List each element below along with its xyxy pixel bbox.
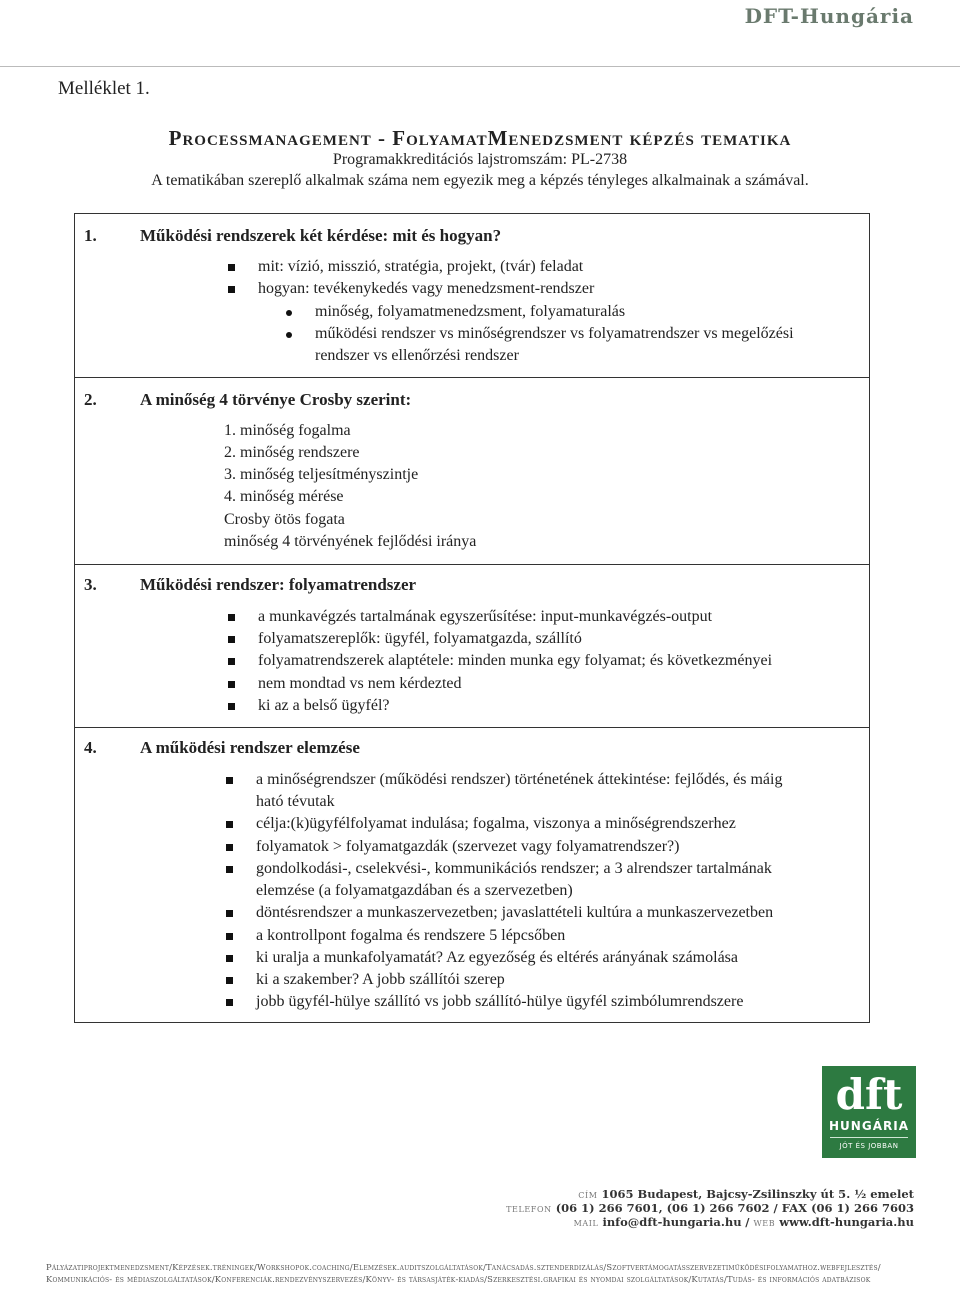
section-number: 2. — [84, 390, 97, 409]
square-bullet-icon — [226, 977, 233, 984]
section-number: 4. — [84, 738, 97, 757]
round-bullet-icon — [286, 310, 292, 316]
section-title — [84, 738, 360, 758]
section-divider — [74, 727, 870, 728]
logo-divider — [830, 1137, 908, 1138]
square-bullet-icon — [226, 844, 233, 851]
web-label: WEB — [753, 1219, 776, 1228]
square-bullet-icon — [226, 777, 233, 784]
bullet-item: mit: vízió, misszió, stratégia, projekt, (tvár) feladat — [228, 258, 583, 276]
list-item: 3. minőség teljesítményszintje — [224, 466, 419, 483]
square-bullet-icon — [228, 658, 235, 665]
square-bullet-icon — [226, 933, 233, 940]
square-bullet-icon — [228, 636, 235, 643]
bullet-item: célja:(k)ügyfélfolyamat indulása; fogalma, viszonya a minőségrendszerhez — [226, 815, 736, 833]
bullet-item: folyamatrendszerek alaptétele: minden munka egy folyamat; és következményei — [228, 652, 772, 670]
section-number: 3. — [84, 575, 97, 594]
bullet-item: a kontrollpont fogalma és rendszere 5 lépcsőben — [226, 927, 565, 945]
round-bullet-icon — [286, 332, 292, 338]
square-bullet-icon — [228, 614, 235, 621]
section-heading: Működési rendszer: folyamatrendszer — [140, 575, 417, 594]
section-title — [84, 575, 416, 595]
section-heading: A minőség 4 törvénye Crosby szerint: — [140, 390, 412, 409]
address-label: CÍM — [578, 1191, 598, 1200]
phone-label: TELEFON — [506, 1205, 552, 1214]
bullet-continuation: elemzése (a folyamatgazdában és a szervezetben) — [256, 882, 573, 899]
list-item: 4. minőség mérése — [224, 488, 344, 505]
square-bullet-icon — [228, 681, 235, 688]
contact-phone — [506, 1201, 914, 1215]
bullet-item: működési rendszer vs minőségrendszer vs folyamatrendszer vs megelőzési — [286, 325, 794, 343]
accreditation-number: Programakkreditációs lajstromszám: PL-2738 — [332, 151, 628, 168]
bullet-item: döntésrendszer a munkaszervezetben; javaslattételi kultúra a munkaszervezetben — [226, 904, 773, 922]
section-divider — [74, 377, 870, 378]
document-title: Processmanagement - FolyamatMenedzsment képzés tematika — [168, 126, 792, 150]
contact-mail-web: MAIL info@dft-hungaria.hu / WEB www.dft-hungaria.hu — [573, 1215, 914, 1229]
address-value: 1065 Budapest, Bajcsy-Zsilinszky út 5. ½ emelet — [601, 1187, 914, 1201]
phone-value: (06 1) 266 7601, (06 1) 266 7602 / FAX (06 1) 266 7603 — [555, 1201, 914, 1215]
web-link[interactable]: www.dft-hungaria.hu — [779, 1215, 914, 1229]
bullet-item: ki a szakember? A jobb szállítói szerep — [226, 971, 505, 989]
square-bullet-icon — [226, 866, 233, 873]
section-number: 1. — [84, 226, 97, 245]
bullet-item: folyamatok > folyamatgazdák (szervezet vagy folyamatrendszer?) — [226, 838, 679, 856]
bullet-continuation: ható tévutak — [256, 793, 335, 810]
list-item: 2. minőség rendszere — [224, 444, 360, 461]
contact-address — [578, 1187, 914, 1201]
bullet-item: hogyan: tevékenykedés vagy menedzsment-rendszer — [228, 280, 594, 298]
square-bullet-icon — [226, 910, 233, 917]
square-bullet-icon — [226, 821, 233, 828]
bullet-item: jobb ügyfél-hülye szállító vs jobb szállító-hülye ügyfél szimbólumrendszere — [226, 993, 743, 1011]
bullet-item: a minőségrendszer (működési rendszer) történetének áttekintése: fejlődés, és máig — [226, 771, 782, 789]
logo-subtext: HUNGÁRIA — [829, 1119, 909, 1133]
bullet-item: a munkavégzés tartalmának egyszerűsítése: input-munkavégzés-output — [228, 608, 712, 626]
list-item: minőség 4 törvényének fejlődési iránya — [224, 533, 477, 550]
header-brand: DFT-Hungária — [744, 4, 914, 28]
bullet-item: ki uralja a munkafolyamatát? Az egyezőség és eltérés arányának számolása — [226, 949, 738, 967]
square-bullet-icon — [228, 286, 235, 293]
square-bullet-icon — [226, 999, 233, 1006]
logo-slogan: JÓT ÉS JOBBAN — [839, 1142, 899, 1150]
bullet-continuation: rendszer vs ellenőrzési rendszer — [315, 347, 519, 364]
square-bullet-icon — [228, 264, 235, 271]
mail-link[interactable]: info@dft-hungaria.hu — [602, 1215, 742, 1229]
bullet-item: minőség, folyamatmenedzsment, folyamaturalás — [286, 303, 625, 321]
list-item: 1. minőség fogalma — [224, 422, 351, 439]
bullet-item: nem mondtad vs nem kérdezted — [228, 675, 462, 693]
bullet-item: gondolkodási-, cselekvési-, kommunikációs rendszer; a 3 alrendszer tartalmának — [226, 860, 772, 878]
square-bullet-icon — [228, 703, 235, 710]
footer-services-line-2: Kommunikációs- és médiaszolgáltatások/Konferenciák.rendezvényszervezés/Könyv- és társasjáték-kiadás/Szerkesztési.grafikai és nyomdai szolgáltatások/Kutatás/Tudás- és információs adatbázisok — [46, 1274, 871, 1284]
list-item: Crosby ötös fogata — [224, 511, 345, 528]
disclaimer-note: A tematikában szereplő alkalmak száma nem egyezik meg a képzés tényleges alkalmainak a számával. — [151, 172, 809, 189]
mail-label: MAIL — [573, 1219, 599, 1228]
section-title — [84, 390, 411, 410]
footer-services-line-1: Pályázatiprojektmenedzsment/Képzések.tréningek/Workshopok.coaching/Elemzések.auditszolgáltatások/Tanácsadás.sztenderdizálás/Szoftvertámogatásszervezetiműködésifolyamathoz.webfejlesztés/ — [46, 1262, 881, 1272]
bullet-item: folyamatszereplők: ügyfél, folyamatgazda, szállító — [228, 630, 582, 648]
section-heading: A működési rendszer elemzése — [140, 738, 360, 757]
logo-text: dft — [835, 1070, 903, 1119]
section-title — [84, 226, 501, 246]
header-divider — [0, 66, 960, 67]
attachment-label: Melléklet 1. — [58, 78, 150, 99]
dft-logo — [822, 1066, 916, 1158]
section-heading: Működési rendszerek két kérdése: mit és hogyan? — [140, 226, 502, 245]
square-bullet-icon — [226, 955, 233, 962]
bullet-item: ki az a belső ügyfél? — [228, 697, 390, 715]
